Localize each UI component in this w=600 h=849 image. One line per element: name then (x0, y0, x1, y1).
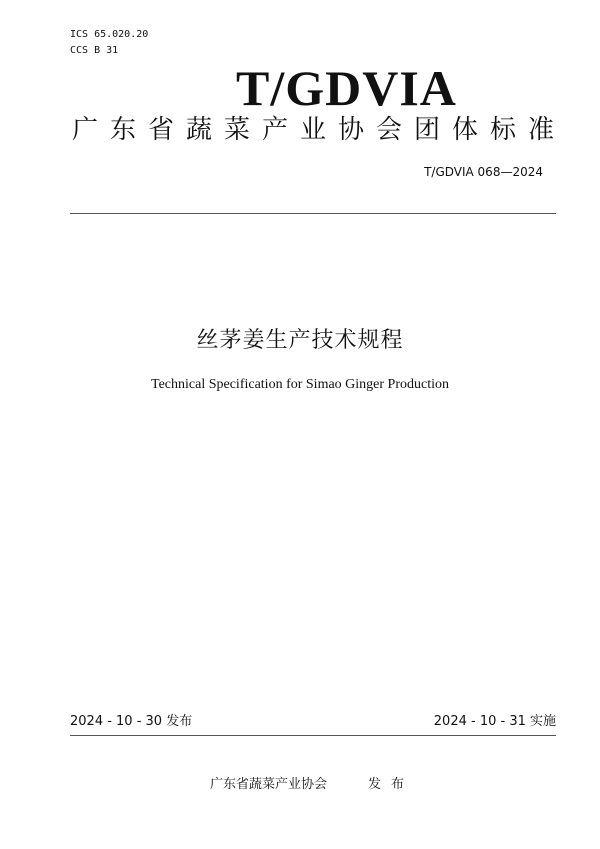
ics-code: ICS 65.020.20 (70, 29, 149, 40)
document-title: 丝茅姜生产技术规程 (196, 328, 404, 353)
footer-divider (70, 735, 556, 736)
standard-code: T/GDVIA 068—2024 (424, 165, 543, 179)
issuer-name: 广东省蔬菜产业协会 (210, 777, 328, 792)
header-divider (70, 213, 556, 214)
document-subtitle: Technical Specification for Simao Ginger Production (151, 377, 449, 392)
ccs-code: CCS B 31 (70, 45, 119, 56)
publish-date: 2024 - 10 - 30 发布 (70, 714, 193, 729)
organization-title: 广东省蔬菜产业协会团体标准 (72, 115, 567, 145)
implement-date: 2024 - 10 - 31 实施 (433, 714, 556, 729)
issue-label: 发布 (368, 777, 415, 792)
standard-logo: T/GDVIA (236, 60, 457, 116)
